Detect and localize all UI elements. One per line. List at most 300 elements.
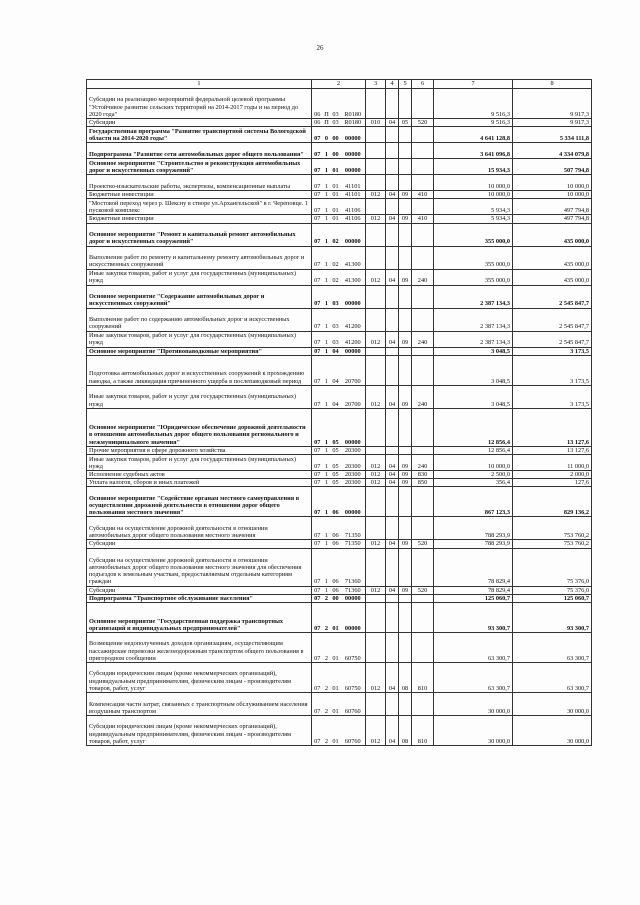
table-row [87,269,592,285]
code-activity: 04 [331,355,341,385]
code-subsection: 09 [399,269,412,285]
row-name: Основное мероприятие "Содержание автомобильных дорог и искусственных сооружений" [87,285,312,308]
row-name: Субсидии [87,586,312,594]
code-section [386,408,399,446]
code-subsection: 09 [399,540,412,548]
amount-col8: 125 060,7 [513,594,592,602]
amount-col8: 435 000,0 [513,246,592,269]
code-activity: 00 [332,594,339,602]
table-row [87,355,592,385]
code-activity: 01 [332,215,339,223]
code-program: 07 [312,487,323,517]
code-program: 07 [312,199,323,215]
code-section [386,159,399,175]
code-administrator [366,308,386,331]
code-subprogram: 0 [323,127,331,143]
code-subsection: 09 [399,586,412,594]
amount-col8: 497 794,8 [513,199,592,215]
code-program: 07 [312,175,323,191]
code-administrator: 012 [366,471,386,479]
code-expense-type: 850 [412,479,434,487]
code-subprogram: 1 [323,246,331,269]
code-program: 07 [312,586,323,594]
header-cell: 6 [412,80,434,89]
code-section [386,143,399,159]
table-row [87,285,592,308]
amount-col8: 2 545 847,7 [513,331,592,347]
row-name: Уплата налогов, сборов и иных платежей [87,479,312,487]
amount-col7: 4 641 128,8 [434,127,513,143]
amount-col7: 10 000,0 [434,191,513,199]
code-activity: 01 [331,175,341,191]
amount-col7: 30 000,0 [434,693,513,716]
code-administrator: 010 [366,119,386,127]
code-subprogram: 1 [323,586,331,594]
code-subprogram: 1 [323,191,331,199]
code-subprogram: 1 [323,175,331,191]
row-name: Основное мероприятие "Строительство и реконструкция автомобильных дорог и искусственных сооружений" [87,159,312,175]
amount-col7: 63 300,7 [434,633,513,663]
code-expense-type: 810 [412,663,434,693]
row-name: Основное мероприятие "Ремонт и капитальный ремонт автомобильных дорог и искусственных сооружений" [87,223,312,246]
code-activity: 01 [331,159,341,175]
amount-col8: 127,6 [513,479,592,487]
code-administrator: 012 [366,663,386,693]
code-direction: 00000 [341,603,366,633]
code-section: 04 [386,479,399,487]
row-name: Субсидии на осуществление дорожной деятельности в отношении автомобильных дорог общего пользования местного значения для обеспечения подъездов к земельным участкам, предоставляемым отдельным категориям граждан [87,548,312,586]
code-administrator [366,355,386,385]
code-program: 07 [312,347,323,355]
code-activity: 06 [331,517,341,540]
amount-col7: 2 387 134,3 [434,331,513,347]
row-name: Подпрограмма "Транспортное обслуживание населения" [87,594,312,602]
code-direction: 00000 [341,127,366,143]
table-row [87,455,592,471]
code-subsection: 08 [399,663,412,693]
row-name: Субсидии юридическим лицам (кроме некоммерческих организаций), индивидуальным предпринимателям, физическим лицам - производителям товаров, работ, услуг [87,663,312,693]
code-expense-type [412,446,434,454]
code-expense-type [412,89,434,119]
code-expense-type [412,594,434,602]
code-program: 07 [312,159,323,175]
amount-col7: 12 856,4 [434,446,513,454]
amount-col8: 13 127,6 [513,446,592,454]
code-subprogram: 1 [323,540,331,548]
table-row [87,479,592,487]
code-direction: 41200 [341,308,366,331]
table-row [87,385,592,408]
row-name: Проектно-изыскательские работы, экспертизы, компенсационные выплаты [87,175,312,191]
table-row [87,191,592,199]
code-subprogram: 1 [323,159,331,175]
code-direction: 00000 [341,408,366,446]
code-expense-type [412,487,434,517]
code-activity: 01 [331,199,341,215]
row-name: Иные закупки товаров, работ и услуг для государственных (муниципальных) нужд [87,269,312,285]
code-subsection: 09 [399,331,412,347]
code-administrator [366,347,386,355]
code-subprogram: 1 [323,215,331,223]
code-activity: 04 [332,347,339,355]
code-section [386,199,399,215]
code-section [386,487,399,517]
code-administrator: 012 [366,385,386,408]
row-name: Субсидии на осуществление дорожной деятельности в отношении автомобильных дорог общего пользования местного значения [87,517,312,540]
row-name: Исполнение судебных актов [87,471,312,479]
code-program: 07 [312,408,323,446]
code-expense-type: 240 [412,331,434,347]
table-row [87,693,592,716]
code-section: 04 [386,191,399,199]
code-direction: 60760 [341,693,366,716]
table-row [87,119,592,127]
code-subsection [399,693,412,716]
code-section: 04 [386,586,399,594]
code-administrator [366,223,386,246]
code-administrator [366,517,386,540]
code-section: 04 [386,331,399,347]
code-direction: R0180 [341,119,366,127]
code-activity: 05 [332,479,339,487]
amount-col7: 356,4 [434,479,513,487]
row-name: Государственная программа "Развитие транспортной системы Вологодской области на 2014-2020 годы" [87,127,312,143]
code-program: 07 [312,603,323,633]
code-administrator [366,446,386,454]
code-subprogram: 1 [323,269,331,285]
code-subsection: 08 [399,716,412,746]
header-row [87,80,592,89]
amount-col7: 12 856,4 [434,408,513,446]
code-subprogram: 1 [323,143,331,159]
amount-col8: 9 917,3 [513,119,592,127]
table-row [87,603,592,633]
code-section [386,223,399,246]
amount-col7: 5 934,3 [434,215,513,223]
amount-col8: 3 173,5 [513,385,592,408]
code-expense-type [412,143,434,159]
code-subsection: 09 [399,191,412,199]
row-name: Иные закупки товаров, работ и услуг для государственных (муниципальных) нужд [87,385,312,408]
table-row [87,540,592,548]
code-program: 07 [312,471,323,479]
code-subsection [399,347,412,355]
code-subsection [399,446,412,454]
code-administrator [366,285,386,308]
code-subprogram: 1 [323,308,331,331]
amount-col7: 2 387 134,3 [434,308,513,331]
code-program: 07 [312,308,323,331]
amount-col7: 3 641 096,8 [434,143,513,159]
code-activity: 00 [331,127,341,143]
table-row [87,199,592,215]
table-row [87,716,592,746]
row-name: Субсидии юридическим лицам (кроме некоммерческих организаций), индивидуальным предпринимателям, физическим лицам - производителям товаров, работ, услуг [87,716,312,746]
code-activity: 03 [331,331,341,347]
code-expense-type [412,127,434,143]
code-activity: 01 [331,603,341,633]
code-expense-type: 240 [412,455,434,471]
row-name: Субсидии [87,119,312,127]
code-administrator [366,246,386,269]
code-program: 07 [312,269,323,285]
code-expense-type [412,246,434,269]
table-row [87,175,592,191]
code-program: 07 [312,355,323,385]
code-section [386,548,399,586]
code-administrator: 012 [366,269,386,285]
code-section: 04 [386,471,399,479]
amount-col7: 63 300,7 [434,663,513,693]
code-subsection [399,159,412,175]
code-subsection [399,199,412,215]
code-expense-type: 240 [412,385,434,408]
code-expense-type [412,159,434,175]
code-administrator [366,633,386,663]
amount-col7: 78 829,4 [434,548,513,586]
code-section [386,594,399,602]
code-administrator [366,603,386,633]
code-administrator [366,408,386,446]
code-direction: 00000 [341,285,366,308]
amount-col8: 753 760,2 [513,517,592,540]
code-subprogram: 2 [323,663,331,693]
code-direction: 00000 [341,594,366,602]
header-cell: 2 [312,80,366,89]
amount-col8: 75 376,0 [513,586,592,594]
code-program: 07 [312,548,323,586]
code-subprogram: 1 [323,487,331,517]
code-section: 04 [386,540,399,548]
code-activity: 01 [332,191,339,199]
code-direction: 41101 [341,191,366,199]
code-subsection: 09 [399,479,412,487]
amount-col8: 2 000,0 [513,471,592,479]
code-administrator [366,548,386,586]
amount-col7: 355 000,0 [434,269,513,285]
table-row [87,223,592,246]
code-subsection: 09 [399,215,412,223]
code-expense-type: 810 [412,716,434,746]
code-subprogram: 2 [323,633,331,663]
code-subprogram: 1 [323,517,331,540]
code-subsection: 05 [399,119,412,127]
amount-col7: 78 829,4 [434,586,513,594]
code-direction: 41106 [341,199,366,215]
amount-col7: 9 516,3 [434,89,513,119]
code-activity: 05 [331,455,341,471]
amount-col7: 355 000,0 [434,246,513,269]
code-section [386,355,399,385]
code-subprogram: 2 [323,716,331,746]
code-program: 07 [312,143,323,159]
code-administrator: 012 [366,215,386,223]
header-cell: 4 [386,80,399,89]
code-direction: 41106 [341,215,366,223]
code-program: 07 [312,693,323,716]
code-subprogram: 1 [323,355,331,385]
code-expense-type [412,355,434,385]
code-direction: 20300 [341,446,366,454]
code-subsection [399,89,412,119]
amount-col7: 9 516,3 [434,119,513,127]
code-program: 07 [312,517,323,540]
code-program: 07 [312,385,323,408]
amount-col7: 3 048,5 [434,347,513,355]
code-subsection [399,246,412,269]
amount-col8: 435 000,0 [513,223,592,246]
code-section: 04 [386,663,399,693]
amount-col7: 3 048,5 [434,385,513,408]
code-subsection [399,517,412,540]
amount-col8: 13 127,6 [513,408,592,446]
amount-col8: 10 000,0 [513,175,592,191]
code-subsection [399,175,412,191]
code-subprogram: 1 [323,408,331,446]
header-cell: 7 [434,80,513,89]
code-administrator [366,175,386,191]
code-direction: R0180 [341,89,366,119]
code-subprogram: 2 [323,603,331,633]
row-name: Иные закупки товаров, работ и услуг для государственных (муниципальных) нужд [87,331,312,347]
code-expense-type [412,517,434,540]
code-expense-type: 520 [412,540,434,548]
code-direction: 00000 [341,159,366,175]
code-expense-type: 410 [412,191,434,199]
code-section: 04 [386,119,399,127]
amount-col7: 2 387 134,3 [434,285,513,308]
code-direction: 60760 [341,716,366,746]
amount-col8: 63 300,7 [513,663,592,693]
code-subsection [399,143,412,159]
row-name: Бюджетные инвестиции [87,191,312,199]
code-expense-type [412,548,434,586]
amount-col8: 3 173,5 [513,347,592,355]
code-activity: 03 [332,119,339,126]
code-subsection [399,603,412,633]
code-expense-type [412,223,434,246]
row-name: Иные закупки товаров, работ и услуг для государственных (муниципальных) нужд [87,455,312,471]
code-direction: 20300 [341,455,366,471]
code-administrator [366,127,386,143]
code-subsection [399,355,412,385]
code-section [386,308,399,331]
code-activity: 01 [331,633,341,663]
amount-col7: 788 293,9 [434,517,513,540]
table-row [87,446,592,454]
code-administrator: 012 [366,331,386,347]
code-subsection [399,308,412,331]
code-activity: 00 [331,143,341,159]
amount-col7: 3 048,5 [434,355,513,385]
code-subprogram: 1 [323,199,331,215]
code-program: 07 [312,223,323,246]
row-name: Основное мероприятие "Государственная поддержка транспортных организаций и индивидуальных предпринимателей" [87,603,312,633]
amount-col8: 11 000,0 [513,455,592,471]
code-activity: 03 [331,308,341,331]
code-program: 06 [312,89,323,119]
code-section [386,633,399,663]
code-program: 07 [312,663,323,693]
code-activity: 02 [331,223,341,246]
code-subprogram: 2 [323,594,331,602]
row-name: Выполнение работ по содержанию автомобильных дорог и искусственных сооружений [87,308,312,331]
code-activity: 01 [331,663,341,693]
code-section [386,446,399,454]
code-subsection: 09 [399,385,412,408]
amount-col7: 355 000,0 [434,223,513,246]
table-row [87,663,592,693]
table-row [87,246,592,269]
code-direction: 60750 [341,633,366,663]
amount-col8: 10 000,0 [513,191,592,199]
amount-col8: 93 300,7 [513,603,592,633]
code-expense-type: 520 [412,586,434,594]
code-direction: 60750 [341,663,366,693]
row-name: Возмещение недополученных доходов организациям, осуществляющим пассажирские перевозки железнодорожным транспортом общего пользования в пригородном сообщении [87,633,312,663]
code-program: 07 [312,633,323,663]
table-row [87,308,592,331]
code-administrator [366,199,386,215]
code-activity: 01 [331,716,341,746]
code-subprogram: 1 [323,548,331,586]
code-subprogram: 1 [323,446,331,454]
amount-col8: 2 545 847,7 [513,308,592,331]
code-program: 07 [312,331,323,347]
code-administrator [366,159,386,175]
code-section [386,603,399,633]
code-subprogram: 1 [323,331,331,347]
amount-col7: 125 060,7 [434,594,513,602]
code-direction: 41300 [341,246,366,269]
code-section [386,285,399,308]
code-subsection [399,408,412,446]
amount-col7: 93 300,7 [434,603,513,633]
code-activity: 04 [331,385,341,408]
code-activity: 02 [331,246,341,269]
amount-col8: 5 334 111,8 [513,127,592,143]
code-expense-type: 240 [412,269,434,285]
code-program: 07 [312,455,323,471]
code-subsection [399,285,412,308]
amount-col8: 30 000,0 [513,693,592,716]
code-administrator [366,594,386,602]
table-row [87,517,592,540]
code-subsection [399,633,412,663]
code-activity: 06 [332,540,339,548]
table-row [87,89,592,119]
code-direction: 41300 [341,269,366,285]
header-cell: 5 [399,80,412,89]
row-name: Компенсация части затрат, связанных с транспортным обслуживанием населения воздушным транспортом [87,693,312,716]
table-row [87,633,592,663]
table-row [87,347,592,355]
code-direction: 41101 [341,175,366,191]
amount-col8: 497 794,8 [513,215,592,223]
row-name: Бюджетные инвестиции [87,215,312,223]
code-direction: 71360 [341,586,366,594]
code-subsection [399,127,412,143]
header-cell: 1 [87,80,312,89]
code-program: 07 [312,191,323,199]
amount-col8: 753 760,2 [513,540,592,548]
code-subprogram: 1 [323,347,331,355]
table-row [87,586,592,594]
row-name: Выполнение работ по ремонту и капитальному ремонту автомобильных дорог и искусственных сооружений [87,246,312,269]
code-section: 04 [386,385,399,408]
row-name: Основное мероприятие "Противопаводковые мероприятия" [87,347,312,355]
row-name: Подготовка автомобильных дорог и искусственных сооружений к прохождению паводка, а также ликвидация причиненного ущерба в послепаводковый период [87,355,312,385]
